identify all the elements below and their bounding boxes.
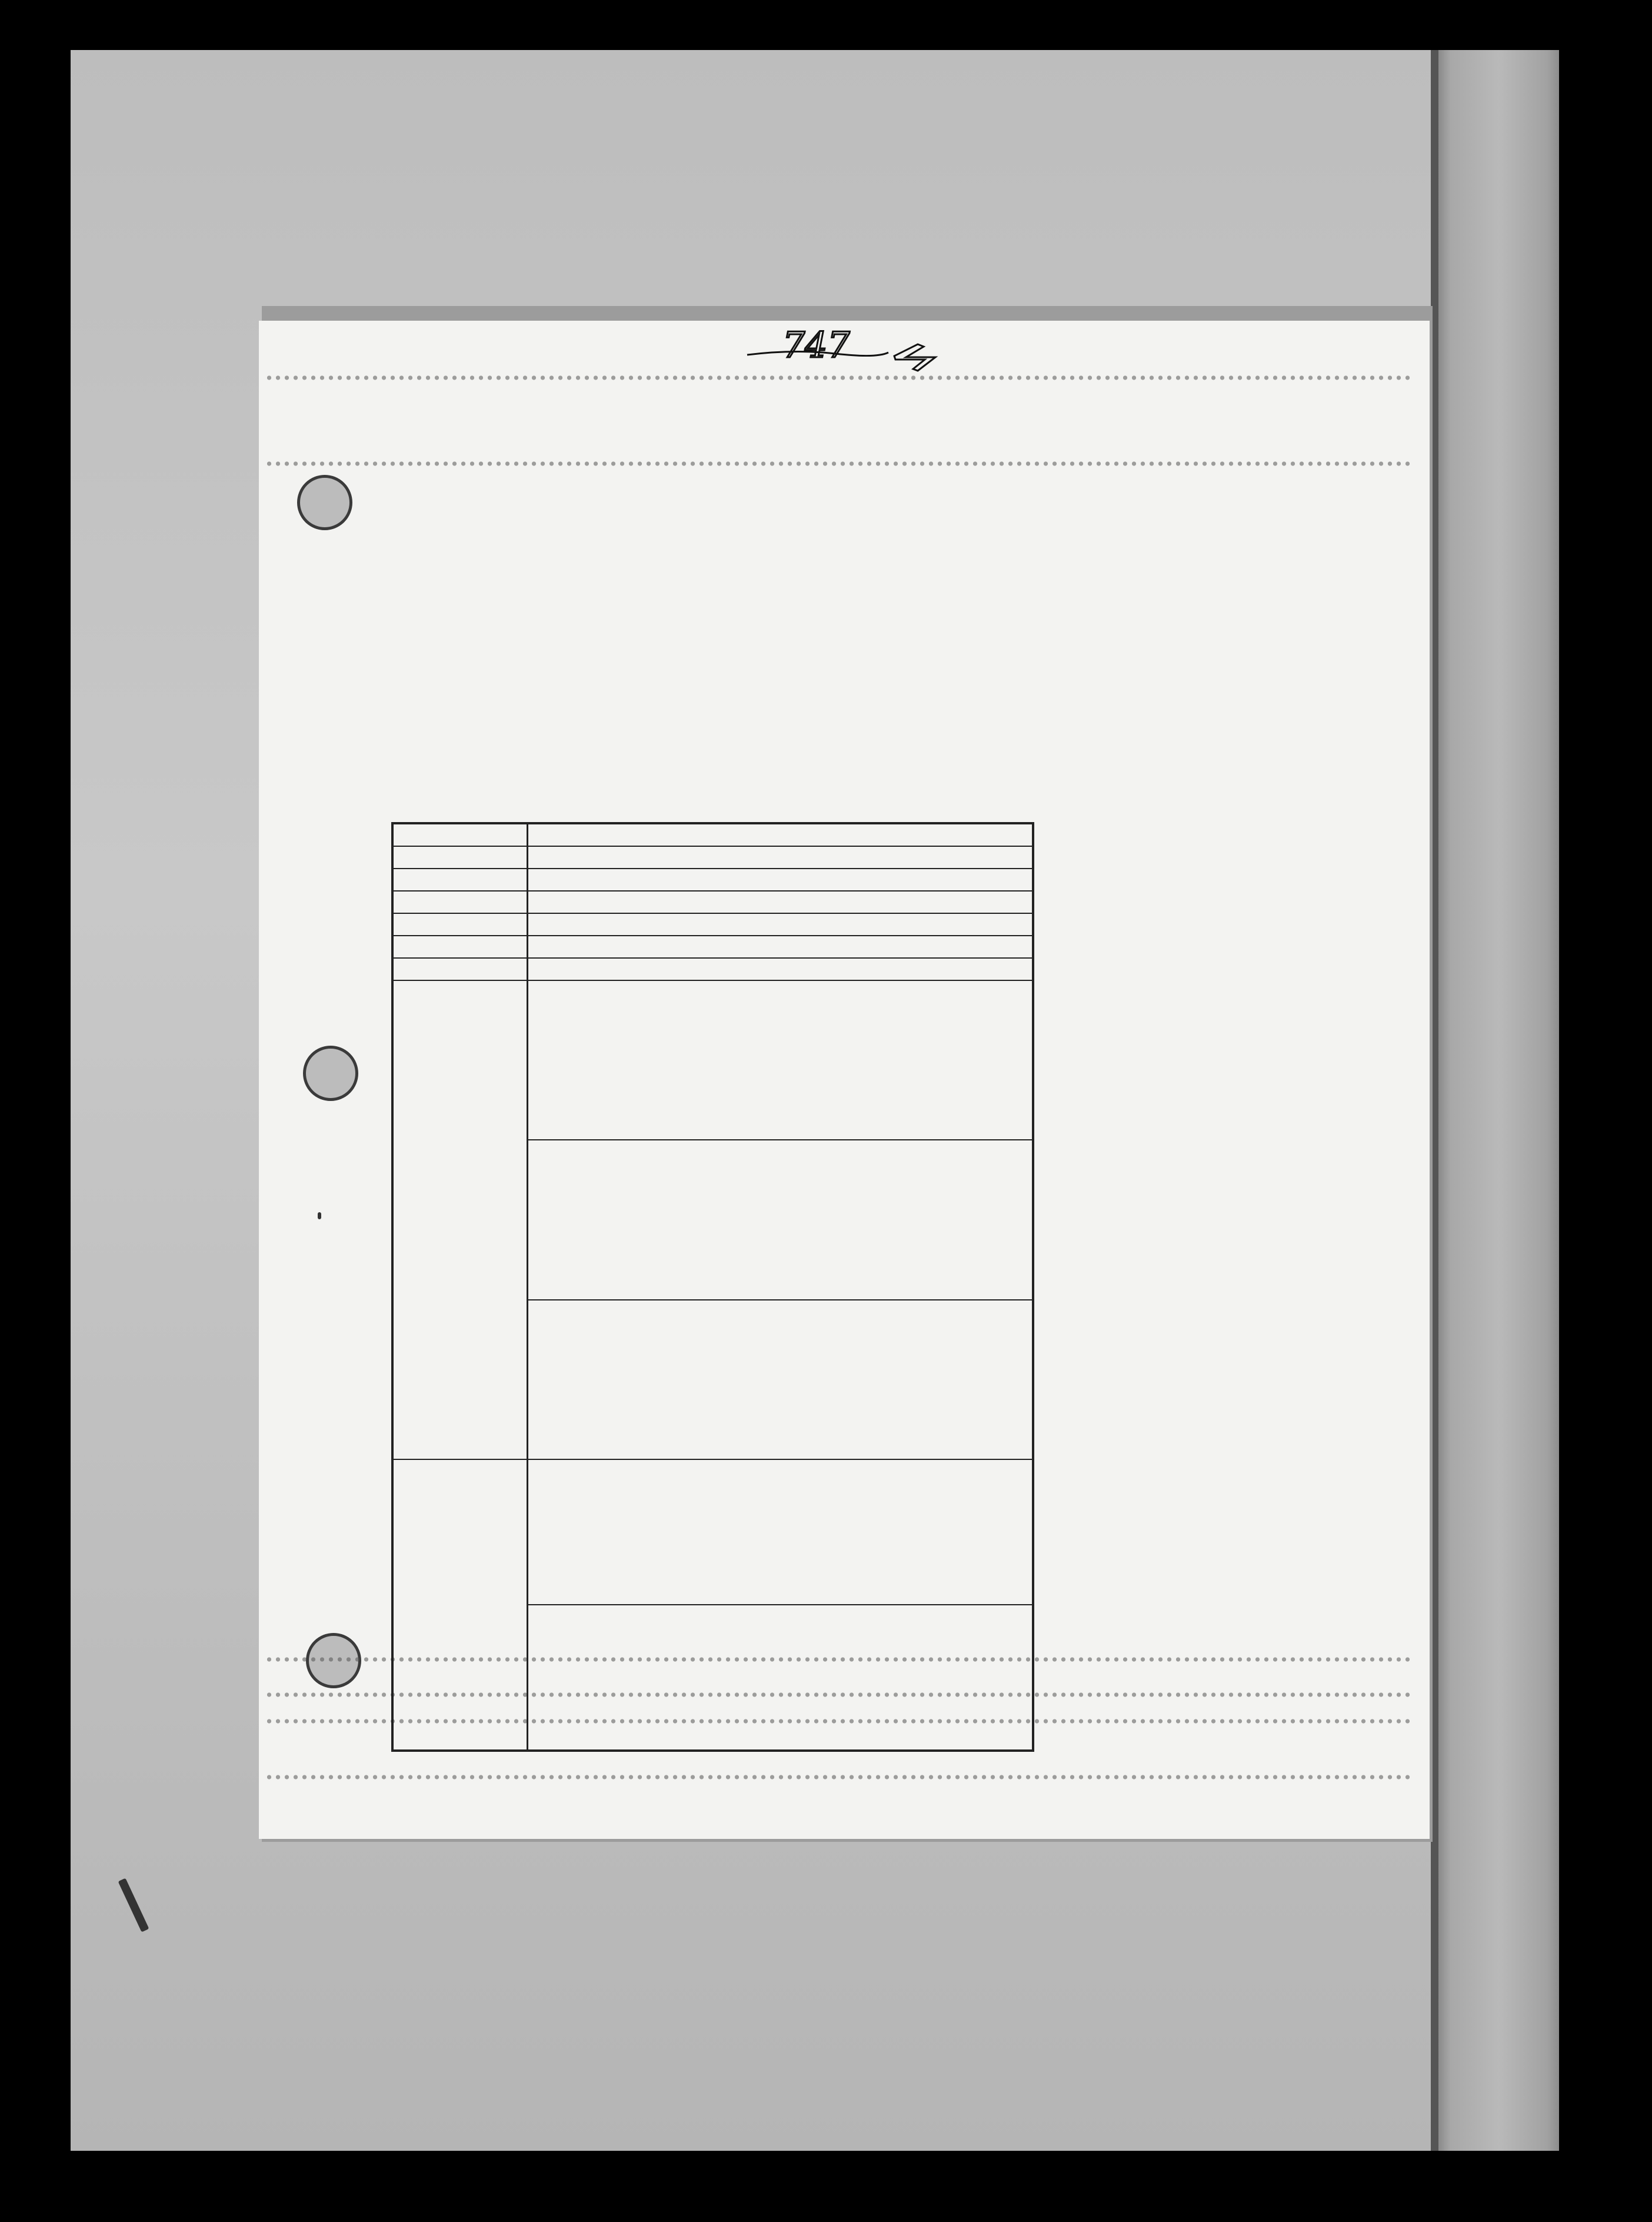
blank-col — [914, 891, 938, 913]
moment-header — [528, 980, 609, 1140]
blank-col — [392, 891, 528, 913]
weight-cell — [867, 1300, 891, 1459]
blank-col — [702, 869, 726, 891]
item-no-cell — [891, 1605, 914, 1751]
item-no-cell — [867, 1605, 891, 1751]
blank-col — [867, 823, 891, 846]
blank-col — [750, 913, 773, 936]
blank-col — [961, 846, 985, 869]
blank-col — [608, 846, 632, 869]
blank-col — [961, 913, 985, 936]
blank-col — [773, 913, 797, 936]
blank-col — [891, 846, 914, 869]
table-row — [1008, 823, 1033, 1751]
item-no-cell — [1008, 1605, 1033, 1751]
blank-col — [655, 891, 679, 913]
item-no-cell — [844, 1605, 867, 1751]
blank-col — [891, 823, 914, 846]
compartment-cell — [392, 1459, 528, 1751]
as-weighed-check — [750, 958, 773, 980]
moment-cell — [985, 980, 1008, 1140]
item-no-cell — [797, 1605, 820, 1751]
description-header — [528, 1459, 609, 1605]
table-row — [797, 823, 820, 1751]
blank-col — [938, 891, 961, 913]
moment-cell — [938, 980, 961, 1140]
blank-col — [938, 913, 961, 936]
blank-col — [702, 913, 726, 936]
table-row — [679, 823, 702, 1751]
check-col-header — [392, 958, 528, 980]
blank-col — [702, 846, 726, 869]
weight-cell — [891, 1300, 914, 1459]
description-cell — [938, 1459, 961, 1605]
blank-col — [985, 823, 1008, 846]
blank-col — [750, 846, 773, 869]
blank-col — [726, 869, 750, 891]
arm-cell — [773, 1140, 797, 1299]
item-no-cell — [985, 1605, 1008, 1751]
blank-col — [528, 936, 609, 958]
as-weighed-check — [820, 958, 844, 980]
moment-cell — [1008, 980, 1033, 1140]
blank-col — [938, 869, 961, 891]
weight-cell — [797, 1300, 820, 1459]
blank-col — [985, 869, 1008, 891]
blank-col — [891, 913, 914, 936]
weight-cell — [985, 1300, 1008, 1459]
moment-cell — [844, 980, 867, 1140]
blank-col — [528, 846, 609, 869]
weight-cell — [632, 1300, 655, 1459]
moment-cell — [750, 980, 773, 1140]
description-cell — [820, 1459, 844, 1605]
blank-col — [528, 869, 609, 891]
description-cell — [1008, 1459, 1033, 1605]
blank-col — [914, 846, 938, 869]
blank-col — [726, 846, 750, 869]
blank-col — [608, 913, 632, 936]
weight-cell — [750, 1300, 773, 1459]
blank-col — [891, 936, 914, 958]
blank-col — [392, 823, 528, 846]
blank-col — [726, 891, 750, 913]
description-cell — [632, 1459, 655, 1605]
moment-cell — [726, 980, 750, 1140]
blank-col — [844, 823, 867, 846]
blank-col — [914, 869, 938, 891]
arm-cell — [938, 1140, 961, 1299]
blank-col — [867, 846, 891, 869]
blank-col — [679, 891, 702, 913]
blank-col — [632, 891, 655, 913]
item-no-cell — [632, 1605, 655, 1751]
as-weighed-check — [632, 958, 655, 980]
perforation-line — [265, 461, 1412, 467]
blank-col — [797, 913, 820, 936]
arm-cell — [820, 1140, 844, 1299]
description-cell — [797, 1459, 820, 1605]
description-cell — [702, 1459, 726, 1605]
weight-cell — [961, 1300, 985, 1459]
arm-cell — [867, 1140, 891, 1299]
blank-col — [773, 846, 797, 869]
blank-col — [632, 846, 655, 869]
blank-col — [608, 823, 632, 846]
item-no-cell — [773, 1605, 797, 1751]
blank-col — [655, 936, 679, 958]
blank-col — [679, 846, 702, 869]
item-no-cell — [750, 1605, 773, 1751]
as-weighed-check — [679, 958, 702, 980]
arm-cell — [914, 1140, 938, 1299]
blank-col — [820, 869, 844, 891]
blank-col — [702, 891, 726, 913]
moment-cell — [867, 980, 891, 1140]
blank-col — [867, 936, 891, 958]
description-cell — [773, 1459, 797, 1605]
blank-col — [1008, 913, 1033, 936]
table-row — [985, 823, 1008, 1751]
blank-col — [938, 846, 961, 869]
arm-cell — [961, 1140, 985, 1299]
blank-col — [914, 913, 938, 936]
arm-cell — [632, 1140, 655, 1299]
description-cell — [961, 1459, 985, 1605]
blank-col — [392, 869, 528, 891]
blank-col — [844, 936, 867, 958]
item-no-cell — [938, 1605, 961, 1751]
blank-col — [726, 936, 750, 958]
blank-col — [797, 846, 820, 869]
blank-col — [392, 846, 528, 869]
equipment-table — [391, 822, 1034, 1752]
arm-cell — [655, 1140, 679, 1299]
as-weighed-check — [1008, 958, 1033, 980]
rotated-table-container — [391, 822, 1380, 1752]
table-row — [891, 823, 914, 1751]
blank-col — [655, 869, 679, 891]
blank-col — [655, 913, 679, 936]
arm-cell — [726, 1140, 750, 1299]
moment-cell — [702, 980, 726, 1140]
description-cell — [750, 1459, 773, 1605]
moment-cell — [679, 980, 702, 1140]
blank-col — [608, 869, 632, 891]
blank-col — [914, 936, 938, 958]
blank-col — [961, 869, 985, 891]
moment-cell — [655, 980, 679, 1140]
moment-cell — [914, 980, 938, 1140]
moment-cell — [773, 980, 797, 1140]
weight-cell — [844, 1300, 867, 1459]
blank-col — [1008, 823, 1033, 846]
blank-col — [750, 891, 773, 913]
weight-cell — [702, 1300, 726, 1459]
arm-cell — [1008, 1140, 1033, 1299]
as-weighed-check — [844, 958, 867, 980]
747-logo-icon — [741, 327, 941, 374]
description-cell — [985, 1459, 1008, 1605]
table-row — [726, 823, 750, 1751]
as-weighed-check — [726, 958, 750, 980]
blank-col — [820, 846, 844, 869]
arm-cell — [844, 1140, 867, 1299]
as-weighed-check — [797, 958, 820, 980]
weight-cell — [679, 1300, 702, 1459]
table-row — [867, 823, 891, 1751]
weight-cell — [938, 1300, 961, 1459]
blank-col — [655, 846, 679, 869]
punch-hole-top — [297, 475, 352, 530]
blank-col — [1008, 936, 1033, 958]
table-row — [655, 823, 679, 1751]
moment-cell — [891, 980, 914, 1140]
item-no-cell — [679, 1605, 702, 1751]
table-row — [820, 823, 844, 1751]
as-weighed-check — [655, 958, 679, 980]
svg-text:747: 747 — [782, 327, 850, 366]
blank-col — [702, 823, 726, 846]
as-weighed-check — [891, 958, 914, 980]
as-weighed-check — [938, 958, 961, 980]
blank-col — [961, 823, 985, 846]
blank-col — [773, 891, 797, 913]
table-row — [961, 823, 985, 1751]
moment-cell — [961, 980, 985, 1140]
description-cell — [867, 1459, 891, 1605]
table-body — [608, 823, 1033, 1751]
table-row — [608, 823, 632, 1751]
moment-cell — [820, 980, 844, 1140]
item-no-cell — [914, 1605, 938, 1751]
moment-cell — [608, 980, 632, 1140]
description-cell — [655, 1459, 679, 1605]
blank-col — [938, 823, 961, 846]
weight-cell — [773, 1300, 797, 1459]
item-no-cell — [702, 1605, 726, 1751]
document-page — [259, 321, 1430, 1839]
blank-col — [750, 869, 773, 891]
arm-cell — [985, 1140, 1008, 1299]
table-row — [938, 823, 961, 1751]
film-speck — [318, 1212, 321, 1219]
blank-col — [961, 936, 985, 958]
blank-col — [797, 936, 820, 958]
item-no-cell — [820, 1605, 844, 1751]
blank-col — [820, 936, 844, 958]
blank-col — [750, 936, 773, 958]
blank-col — [820, 823, 844, 846]
blank-col — [867, 913, 891, 936]
blank-col — [985, 913, 1008, 936]
blank-col — [844, 846, 867, 869]
moment-cell — [797, 980, 820, 1140]
table-header-columns — [528, 823, 609, 1751]
blank-col — [797, 869, 820, 891]
table-row — [914, 823, 938, 1751]
blank-col — [528, 913, 609, 936]
as-weighed-check — [773, 958, 797, 980]
blank-col — [985, 936, 1008, 958]
blank-col — [938, 936, 961, 958]
blank-col — [679, 823, 702, 846]
blank-col — [679, 913, 702, 936]
weight-cell — [726, 1300, 750, 1459]
perforation-line — [265, 375, 1412, 381]
table-row — [702, 823, 726, 1751]
blank-col — [914, 823, 938, 846]
table-row — [773, 823, 797, 1751]
table-row — [844, 823, 867, 1751]
weight-cell — [608, 1300, 632, 1459]
blank-col — [844, 869, 867, 891]
blank-col — [750, 823, 773, 846]
description-cell — [914, 1459, 938, 1605]
blank-col — [797, 891, 820, 913]
blank-col — [726, 913, 750, 936]
blank-col — [528, 823, 609, 846]
as-weighed-check — [914, 958, 938, 980]
item-no-header — [528, 1605, 609, 1751]
blank-col — [608, 936, 632, 958]
blank-col — [985, 846, 1008, 869]
blank-col — [773, 823, 797, 846]
weight-header — [528, 1300, 609, 1459]
blank-col — [726, 823, 750, 846]
blank-col — [820, 891, 844, 913]
blank-col — [867, 869, 891, 891]
arm-cell — [608, 1140, 632, 1299]
binder-strip — [1438, 50, 1559, 2151]
blank-col — [773, 936, 797, 958]
weight-cell — [820, 1300, 844, 1459]
arm-cell — [679, 1140, 702, 1299]
legend-cell — [392, 980, 528, 1459]
as-weighed-check — [985, 958, 1008, 980]
as-weighed-check — [961, 958, 985, 980]
arm-cell — [797, 1140, 820, 1299]
perforation-line — [265, 1774, 1412, 1780]
blank-col — [632, 913, 655, 936]
arm-header — [528, 1140, 609, 1299]
item-no-cell — [726, 1605, 750, 1751]
blank-col — [773, 869, 797, 891]
weight-cell — [914, 1300, 938, 1459]
description-cell — [844, 1459, 867, 1605]
blank-col — [679, 869, 702, 891]
item-no-cell — [655, 1605, 679, 1751]
blank-col — [961, 891, 985, 913]
table-row — [750, 823, 773, 1751]
blank-col — [867, 891, 891, 913]
blank-col — [702, 936, 726, 958]
blank-col — [820, 913, 844, 936]
blank-col — [655, 823, 679, 846]
description-cell — [608, 1459, 632, 1605]
as-weighed-check — [867, 958, 891, 980]
table-row — [632, 823, 655, 1751]
blank-col — [1008, 891, 1033, 913]
blank-col — [679, 936, 702, 958]
blank-col — [632, 936, 655, 958]
table-header-top — [392, 823, 528, 1751]
as-weighed-check — [608, 958, 632, 980]
blank-col — [844, 913, 867, 936]
weight-cell — [655, 1300, 679, 1459]
arm-cell — [750, 1140, 773, 1299]
blank-col — [528, 958, 609, 980]
moment-cell — [632, 980, 655, 1140]
blank-col — [632, 869, 655, 891]
description-cell — [726, 1459, 750, 1605]
arm-cell — [891, 1140, 914, 1299]
blank-col — [797, 823, 820, 846]
description-cell — [679, 1459, 702, 1605]
blank-col — [632, 823, 655, 846]
arm-cell — [702, 1140, 726, 1299]
blank-col — [528, 891, 609, 913]
check-col-header — [392, 936, 528, 958]
weight-cell — [1008, 1300, 1033, 1459]
blank-col — [608, 891, 632, 913]
item-no-cell — [961, 1605, 985, 1751]
description-cell — [891, 1459, 914, 1605]
blank-col — [1008, 869, 1033, 891]
blank-col — [891, 869, 914, 891]
punch-hole-middle — [303, 1046, 358, 1101]
as-weighed-check — [702, 958, 726, 980]
blank-col — [1008, 846, 1033, 869]
blank-col — [891, 891, 914, 913]
blank-col — [985, 891, 1008, 913]
blank-col — [844, 891, 867, 913]
item-no-cell — [608, 1605, 632, 1751]
blank-col — [392, 913, 528, 936]
